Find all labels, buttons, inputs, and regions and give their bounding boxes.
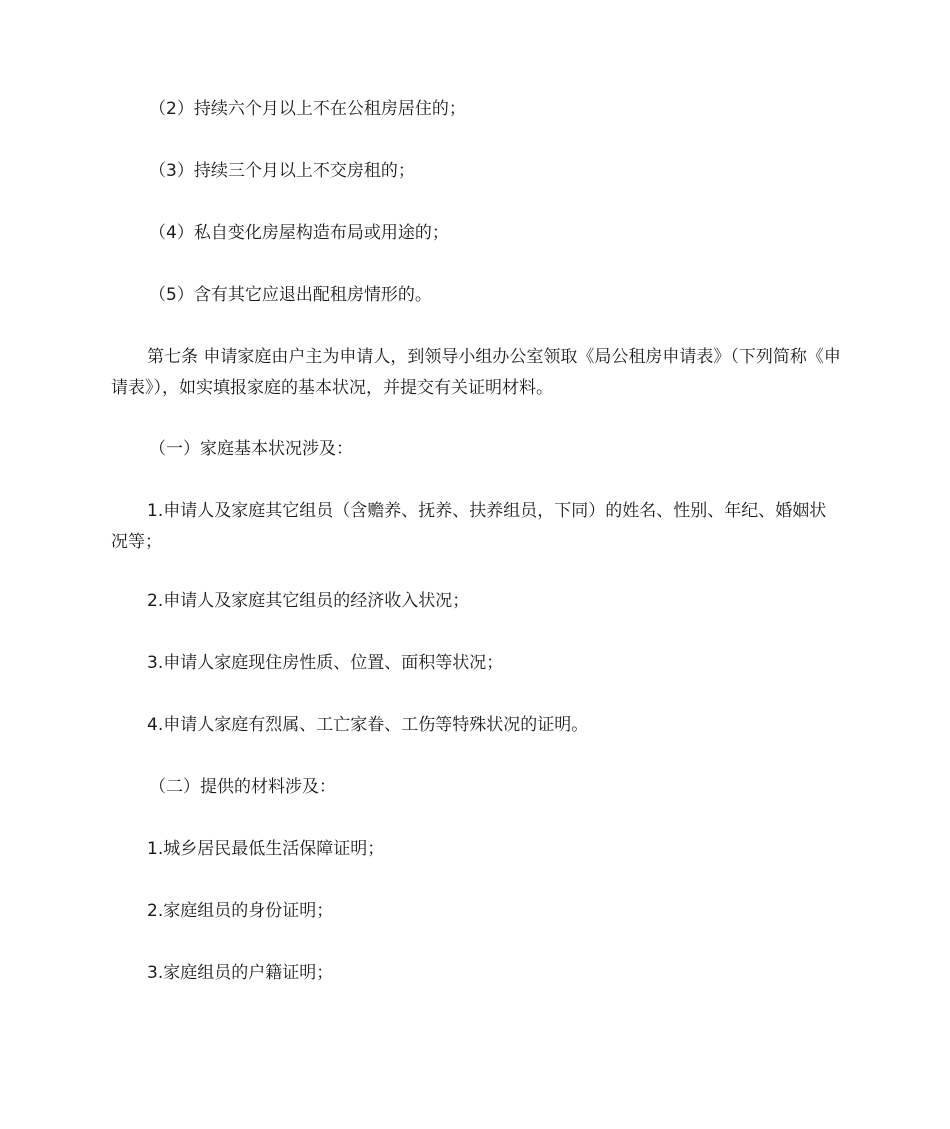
section-heading-one: （一）家庭基本状况涉及：	[149, 439, 353, 459]
material-item-2: 2.家庭组员的身份证明；	[147, 901, 334, 921]
clause-item-5: （5）含有其它应退出配租房情形的。	[149, 285, 432, 305]
clause-item-2: （2）持续六个月以上不在公租房居住的；	[149, 99, 466, 119]
clause-item-4: （4）私自变化房屋构造布局或用途的；	[149, 223, 449, 243]
material-item-1: 1.城乡居民最低生活保障证明；	[147, 839, 385, 859]
list-item-4: 4.申请人家庭有烈属、工亡家眷、工伤等特殊状况的证明。	[147, 715, 589, 735]
list-item-3: 3.申请人家庭现住房性质、位置、面积等状况；	[147, 653, 504, 673]
list-item-1: 1.申请人及家庭其它组员（含赡养、抚养、扶养组员，下同）的姓名、性别、年纪、婚姻状况等；	[111, 501, 827, 552]
clause-item-3: （3）持续三个月以上不交房租的；	[149, 161, 415, 181]
article-seven: 第七条 申请家庭由户主为申请人，到领导小组办公室领取《局公租房申请表》（下列简称《申请表》），如实填报家庭的基本状况，并提交有关证明材料。	[111, 347, 841, 398]
section-heading-two: （二）提供的材料涉及：	[149, 777, 336, 797]
list-item-2: 2.申请人及家庭其它组员的经济收入状况；	[147, 591, 470, 611]
material-item-3: 3.家庭组员的户籍证明；	[147, 963, 334, 983]
